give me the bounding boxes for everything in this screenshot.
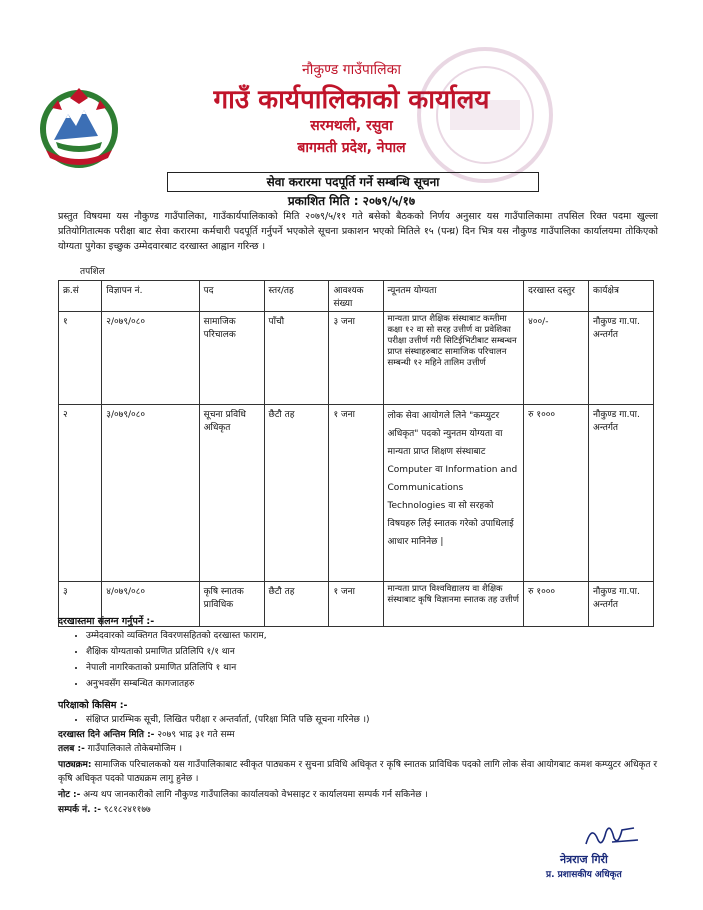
header-area: कार्यक्षेत्र [589, 281, 654, 312]
cell-post: कृषि स्नातक प्राविधिक [199, 582, 264, 627]
exam-list [58, 712, 370, 728]
attachments-heading: दरखास्तमा संलग्न गर्नुपर्ने :- [58, 616, 155, 627]
note-label: नोट :- [58, 790, 81, 800]
table-caption: तपशिल [80, 267, 105, 277]
cell-count: १ जना [329, 582, 383, 627]
cell-ad-no: २/०७९/०८० [102, 312, 199, 405]
salary-value: गाउँपालिकाले तोकेबमोजिम । [87, 744, 183, 754]
cell-fee: रु १००० [524, 405, 589, 582]
list-item: • उम्मेदवारको व्यक्तिगत विवरणसहितको दरखास्त फाराम, [86, 628, 267, 644]
cell-sn: २ [59, 405, 102, 582]
cell-fee: ४००/- [524, 312, 589, 405]
cell-sn: १ [59, 312, 102, 405]
table-row [59, 312, 654, 405]
signatory-title: प्र. प्रशासकीय अधिकृत [546, 870, 622, 880]
notice-title: सेवा करारमा पदपूर्ति गर्ने सम्बन्धि सूचना [167, 172, 539, 192]
cell-ad-no: ३/०७९/०८० [102, 405, 199, 582]
cell-area: नौकुण्ड गा.पा. अन्तर्गत [589, 405, 654, 582]
nepal-emblem-icon [36, 84, 122, 170]
cell-qualification: मान्यता प्राप्त विश्वविद्यालय वा शैक्षिक संस्थाबाट कृषि विज्ञानमा स्नातक तह उत्तीर्ण [383, 582, 524, 627]
header-level: स्तर/तह [264, 281, 329, 312]
header-fee: दरखास्त दस्तुर [524, 281, 589, 312]
attachments-list [58, 628, 267, 692]
cell-area: नौकुण्ड गा.पा. अन्तर्गत [589, 312, 654, 405]
cell-fee: रु १००० [524, 582, 589, 627]
header-post: पद [199, 281, 264, 312]
signature-scribble-icon [582, 818, 642, 852]
header-sn: क्र.सं [59, 281, 102, 312]
list-item: • नेपाली नागरिकताको प्रमाणित प्रतिलिपि १ थान [86, 660, 267, 676]
signatory-name: नेत्रराज गिरी [560, 853, 608, 866]
syllabus-label: पाठ्यक्रम: [58, 760, 92, 770]
cell-count: ३ जना [329, 312, 383, 405]
cell-area: नौकुण्ड गा.पा. अन्तर्गत [589, 582, 654, 627]
cell-level: छैटौ तह [264, 582, 329, 627]
cell-ad-no: ४/०७९/०८० [102, 582, 199, 627]
header-ad-no: विज्ञापन नं. [102, 281, 199, 312]
vacancy-table [58, 280, 654, 627]
contact-value: ९८१८२४११७७ [103, 805, 151, 815]
notice-body: प्रस्तुत विषयमा यस नौकुण्ड गाउँपालिका, गाउँकार्यपालिकाको मिति २०७९/५/११ गते बसेको बैठकको निर्णय अनुसार यस गाउँपालिकामा तपसिल रिक्त पदमा खुल्ला प्रतियोगितात्मक परीक्षा बाट सेवा करारमा कर्मचारी पदपूर्ति गर्नुपर्ने भएकोले सूचना प्रकाशन भएको मितिले १५ (पन्ध्र) दिन भित्र यस नौकुण्ड गाउँपालिका कार्यालयमा तोकिएको योग्यता पुगेका इच्छुक उम्मेदवारबाट दरखास्त आह्वान गरिन्छ । [58, 211, 658, 252]
syllabus-line [58, 758, 668, 786]
cell-qualification: लोक सेवा आयोगले लिने "कम्प्युटर अधिकृत" पदको न्युनतम योग्यता वा मान्यता प्राप्त शिक्षण संस्थाबाट Computer वा Information and Communications Technologies वा सो सरहको विषयहरु लिई स्नातक गरेको उपाधिलाई आधार मानिनेछ | [383, 405, 524, 582]
municipality-name: नौकुण्ड गाउँपालिका [302, 62, 401, 78]
cell-sn: ३ [59, 582, 102, 627]
contact-label: सम्पर्क नं. :- [58, 805, 101, 815]
office-location: सरमथली, रसुवा [310, 118, 393, 134]
note-value: अन्य थप जानकारीको लागि नौकुण्ड गाउँपालिका कार्यालयको वेभसाइट र कार्यालयमा सम्पर्क गर्न सकिनेछ । [83, 790, 428, 800]
cell-qualification: मान्यता प्राप्त शैक्षिक संस्थाबाट कम्तीमा कक्षा १२ वा सो सरह उत्तीर्ण वा प्रवेशिका परीक्षा उत्तीर्ण गरी सिटिईभिटीबाट सम्बन्धन प्राप्त संस्थाहरुबाट सामाजिक परिचालन सम्बन्धी १२ महिने तालिम उत्तीर्ण [383, 312, 524, 405]
deadline-label: दरखास्त दिने अन्तिम मिति :- [58, 730, 155, 740]
cell-post: सामाजिक परिचालक [199, 312, 264, 405]
cell-level: छैटौ तह [264, 405, 329, 582]
header-count: आवश्यक संख्या [329, 281, 383, 312]
cell-count: १ जना [329, 405, 383, 582]
syllabus-value: सामाजिक परिचालकको यस गाउँपालिकाबाट स्वीकृत पाठ्यकम र सुचना प्रविधि अधिकृत र कृषि स्नातक प्राविधिक पदको लागि लोक सेवा आयोगबाट कमश कम्प्युटर अधिकृत र कृषि अधिकृत पदको पाठ्यक्रम लागु हुनेछ । [58, 760, 658, 784]
salary-line [58, 742, 668, 756]
header-qualification: न्यूनतम योग्यता [383, 281, 524, 312]
list-item: • शैक्षिक योग्यताको प्रमाणित प्रतिलिपि १/१ थान [86, 644, 267, 660]
table-row [59, 405, 654, 582]
office-stamp-watermark-icon [410, 40, 560, 190]
salary-label: तलब :- [58, 744, 85, 754]
cell-level: पाँचौ [264, 312, 329, 405]
deadline-value: २०७९ भाद्र ३१ गते सम्म [157, 730, 235, 740]
list-item: • अनुभवसँग सम्बन्धित कागजातहरु [86, 676, 267, 692]
contact-line [58, 803, 668, 817]
exam-heading: परिक्षाको किसिम :- [58, 700, 128, 711]
table-header-row [59, 281, 654, 312]
list-item: • संक्षिप्त प्रारम्भिक सूची, लिखित परीक्षा र अन्तर्वार्ता, (परिक्षा मिति पछि सूचना गरिनेछ ।) [86, 712, 370, 728]
office-title: गाउँ कार्यपालिकाको कार्यालय [213, 85, 490, 115]
deadline-line [58, 728, 668, 742]
note-line [58, 788, 668, 802]
office-province: बागमती प्रदेश, नेपाल [297, 140, 406, 156]
published-date: प्रकाशित मिति : २०७९/५/१७ [287, 194, 416, 208]
cell-post: सूचना प्रविधि अधिकृत [199, 405, 264, 582]
